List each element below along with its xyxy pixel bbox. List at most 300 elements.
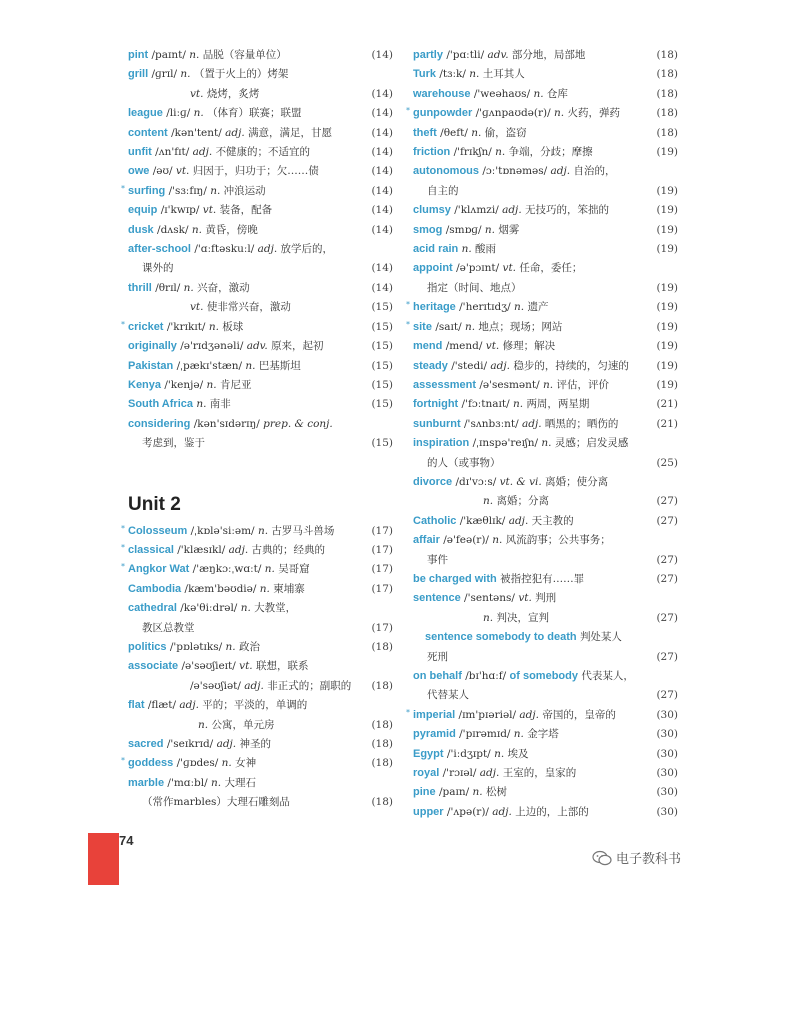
definition: 肯尼亚 [219, 378, 252, 391]
page-reference: (14) [371, 87, 393, 100]
part-of-speech: n. [461, 243, 472, 256]
phonetic: /'sentəns/ [464, 592, 515, 605]
headword-tail: of somebody [509, 670, 578, 682]
part-of-speech: n. [193, 107, 204, 120]
definition: 课外的 [142, 262, 174, 275]
page-reference: (19) [656, 184, 678, 197]
vocab-entry [128, 357, 393, 376]
phonetic: /'rɔɪəl/ [442, 767, 477, 780]
phonetic: /saɪt/ [435, 320, 462, 333]
page-reference: (27) [656, 689, 678, 702]
definition: 死刑 [427, 650, 448, 663]
page-reference: (14) [371, 126, 393, 139]
phonetic: /'æŋkɔːˌwɑːt/ [192, 563, 262, 576]
entry-line [413, 531, 644, 550]
page-number-tab [88, 833, 119, 885]
entry-line [128, 162, 359, 181]
vocab-entry [413, 473, 678, 512]
page-reference: (27) [656, 495, 678, 508]
headword: sentence somebody to death [425, 631, 577, 644]
definition: 代表某人， [581, 670, 634, 682]
part-of-speech: n. [541, 437, 552, 450]
entry-line [128, 298, 359, 317]
phonetic: /'pɪrəmɪd/ [459, 728, 511, 741]
headword: Angkor Wat [128, 563, 190, 576]
part-of-speech: n. [469, 68, 480, 81]
entry-line [413, 512, 644, 531]
headword: associate [128, 660, 179, 673]
part-of-speech: n. [554, 107, 565, 120]
definition: （常作marbles）大理石雕刻品 [142, 796, 290, 809]
entry-line [128, 599, 359, 618]
headword: considering [128, 417, 191, 430]
definition: 指定（时间、地点） [427, 281, 522, 294]
definition: 晒黑的；晒伤的 [544, 417, 619, 430]
vocab-entry [413, 745, 678, 764]
entry-line [128, 580, 359, 599]
part-of-speech: n. [180, 68, 191, 81]
definition: 使非常兴奋，激动 [206, 301, 291, 314]
page-reference: (30) [656, 708, 678, 721]
phonetic: /'herɪtɪdʒ/ [459, 301, 511, 314]
headword: pyramid [413, 728, 456, 741]
vocab-entry [128, 735, 393, 754]
entry-line [413, 143, 644, 162]
key-word-star-icon: * [121, 542, 125, 552]
vocab-entry [413, 65, 678, 84]
definition: 女神 [235, 757, 257, 770]
page-reference: (14) [371, 107, 393, 120]
entry-line [413, 221, 644, 240]
vocab-entry [128, 240, 393, 279]
definition: 自主的 [427, 184, 459, 197]
definition: 偷，盗窃 [484, 126, 527, 139]
part-of-speech: n. [464, 320, 476, 333]
key-word-star-icon: * [406, 300, 410, 310]
vocab-entry [406, 104, 678, 123]
part-of-speech: n. [211, 776, 222, 789]
phonetic: /'ɡɒdes/ [176, 757, 219, 770]
headword: autonomous [413, 165, 479, 178]
definition: 土耳其人 [482, 68, 525, 81]
vocab-entry [128, 580, 393, 599]
definition: 吴哥窟 [278, 563, 310, 576]
vocab-entry [413, 201, 678, 220]
phonetic: /'ɡʌnpaʊdə(r)/ [475, 107, 551, 120]
vocab-entry [413, 415, 678, 434]
headword: Pakistan [128, 359, 174, 372]
watermark-text: 电子教科书 [616, 852, 682, 867]
page-reference: (14) [371, 204, 393, 217]
definition: 满意，满足，甘愿 [248, 126, 333, 139]
headword: on behalf [413, 670, 462, 682]
part-of-speech: vt. [190, 301, 204, 314]
phonetic: /paɪnt/ [151, 49, 186, 61]
entry-line [413, 803, 644, 822]
unit1-word-list [121, 46, 393, 454]
definition: 装备，配备 [219, 204, 273, 217]
vocab-entry [413, 376, 678, 395]
page-reference: (15) [371, 378, 393, 391]
page-reference: (30) [656, 728, 678, 741]
part-of-speech: adv. [487, 49, 509, 61]
headword: league [128, 107, 163, 120]
phonetic: /ʌn'fɪt/ [155, 146, 190, 159]
definition: 评估，评价 [556, 378, 609, 391]
definition: 古典的；经典的 [251, 543, 326, 556]
part-of-speech: vt. [518, 592, 532, 605]
vocab-entry [413, 512, 678, 531]
part-of-speech: n. [206, 378, 217, 391]
definition: 离婚；分离 [496, 495, 549, 508]
headword: after-school [128, 243, 191, 256]
vocab-entry [413, 46, 678, 65]
definition: 上边的，上部的 [515, 805, 589, 818]
vocab-entry [128, 599, 393, 638]
headword: cathedral [128, 602, 177, 615]
headword: site [413, 320, 432, 333]
definition: 公寓，单元房 [211, 718, 275, 731]
definition: 大理石 [224, 776, 256, 789]
phonetic: /ɪ'kwɪp/ [160, 204, 200, 217]
phonetic: /'mɑːbl/ [167, 776, 208, 789]
page-reference: (21) [656, 417, 678, 430]
vocab-entry [128, 376, 393, 395]
definition: 天主教的 [531, 514, 574, 527]
definition: 判处某人 [579, 631, 622, 644]
vocab-entry [128, 774, 393, 813]
entry-line [128, 65, 359, 84]
headword: surfing [128, 184, 166, 197]
definition: 烟雾 [498, 223, 520, 236]
page-reference: (19) [656, 301, 678, 314]
part-of-speech: adv. [246, 340, 268, 353]
page-reference: (15) [371, 340, 393, 353]
part-of-speech: n. [513, 728, 524, 741]
headword: assessment [413, 378, 476, 391]
page-reference: (19) [656, 320, 678, 333]
phonetic: /'frɪkʃn/ [453, 146, 492, 159]
page-reference: (18) [371, 718, 393, 731]
vocab-entry [413, 395, 678, 414]
part-of-speech: n. [196, 398, 207, 411]
part-of-speech: vt. & vi. [499, 475, 542, 488]
definition: 判刑 [535, 592, 557, 605]
part-of-speech: adj. [179, 699, 199, 712]
definition: 部分地，局部地 [511, 49, 586, 61]
phonetic: /'weəhaʊs/ [473, 87, 531, 100]
vocab-entry [121, 318, 393, 337]
entry-line [413, 473, 644, 492]
part-of-speech: n. [492, 534, 503, 547]
unit2-word-list [121, 522, 393, 813]
entry-line [128, 716, 359, 735]
vocab-entry [413, 434, 678, 473]
entry-line [413, 298, 644, 317]
definition: 考虑到，鉴于 [142, 437, 205, 450]
headword: thrill [128, 281, 152, 294]
entry-line [413, 182, 644, 201]
vocab-entry [406, 318, 678, 337]
headword: gunpowder [413, 107, 473, 120]
headword: partly [413, 49, 443, 61]
definition: 帝国的，皇帝的 [542, 708, 616, 721]
definition: （体育）联赛；联盟 [207, 107, 302, 120]
definition: 教区总教堂 [142, 621, 195, 634]
part-of-speech: adj. [244, 679, 264, 692]
entry-line [413, 667, 644, 686]
headword: owe [128, 165, 150, 178]
part-of-speech: adj. [228, 543, 249, 556]
vocab-entry [128, 162, 393, 181]
part-of-speech: n. [221, 757, 232, 770]
headword: Egypt [413, 747, 444, 760]
part-of-speech: prep. & conj. [263, 417, 333, 430]
key-word-star-icon: * [121, 756, 125, 766]
part-of-speech: vt. [239, 660, 253, 673]
vocab-entry [406, 706, 678, 725]
part-of-speech: n. [483, 611, 494, 624]
vocabulary-column-right [406, 46, 678, 822]
headword: pine [413, 786, 436, 799]
phonetic: /ə'səʊʃiət/ [190, 679, 241, 692]
entry-line [413, 454, 644, 473]
page-reference: (15) [371, 398, 393, 411]
definition: 巴基斯坦 [258, 359, 301, 372]
page-reference: (30) [656, 767, 678, 780]
entry-line [128, 619, 359, 638]
entry-line [413, 764, 644, 783]
definition: 王室的，皇家的 [502, 767, 577, 780]
unit-heading: Unit 2 [128, 493, 181, 515]
headword: originally [128, 340, 177, 353]
part-of-speech: adj. [519, 708, 539, 721]
definition: 酸雨 [475, 243, 497, 256]
part-of-speech: vt. [175, 165, 190, 178]
part-of-speech: vt. [202, 204, 217, 217]
key-word-star-icon: * [121, 562, 125, 572]
part-of-speech: n. [543, 378, 554, 391]
part-of-speech: adj. [479, 767, 500, 780]
headword: politics [128, 640, 167, 653]
entry-line [413, 686, 644, 705]
entry-line [128, 657, 359, 676]
headword: Cambodia [128, 582, 182, 595]
headword: heritage [413, 301, 456, 314]
phonetic: /'stedi/ [451, 359, 488, 372]
page-reference: (17) [371, 563, 393, 576]
definition: 联想，联系 [255, 660, 309, 673]
vocabulary-column-left [121, 46, 393, 813]
vocab-entry [413, 162, 678, 201]
page-reference: (19) [656, 378, 678, 391]
entry-line [128, 337, 359, 356]
part-of-speech: vt. [485, 340, 500, 353]
part-of-speech: adj. [257, 243, 278, 256]
page-reference: (27) [656, 572, 678, 585]
page-reference: (14) [371, 223, 393, 236]
entry-line [128, 774, 359, 793]
page-reference: (15) [371, 437, 393, 450]
definition: 金字塔 [527, 728, 559, 741]
definition: 自治的， [573, 165, 616, 178]
definition: 火药，弹药 [567, 107, 620, 120]
definition: 无技巧的，笨拙的 [525, 204, 609, 217]
entry-line [128, 541, 359, 560]
part-of-speech: adj. [502, 204, 522, 217]
page-reference: (18) [371, 679, 393, 692]
headword: Kenya [128, 378, 162, 391]
part-of-speech: n. [495, 146, 506, 159]
unit-spacer [128, 454, 393, 490]
page-reference: (27) [656, 514, 678, 527]
phonetic: /bɪ'hɑːf/ [465, 670, 507, 682]
definition: 烧烤，炙烤 [206, 87, 260, 100]
part-of-speech: vt. [190, 87, 204, 100]
headword: divorce [413, 475, 453, 488]
headword: grill [128, 68, 149, 81]
page-reference: (19) [656, 223, 678, 236]
phonetic: /kən'sɪdərɪŋ/ [193, 417, 260, 430]
phonetic: /'kæθlɪk/ [459, 514, 506, 527]
page-reference: (18) [656, 126, 678, 139]
headword: Colosseum [128, 524, 188, 537]
entry-line [413, 376, 644, 395]
vocab-entry [128, 638, 393, 657]
definition: 大教堂， [254, 602, 297, 615]
entry-line [413, 104, 644, 123]
vocab-entry [128, 279, 393, 298]
vocab-entry [121, 560, 393, 579]
entry-line [128, 560, 359, 579]
part-of-speech: n. [264, 563, 275, 576]
entry-line [413, 609, 644, 628]
phonetic: /flæt/ [147, 699, 177, 712]
entry-line [413, 628, 644, 647]
page-reference: (14) [371, 165, 393, 178]
phonetic: /θrɪl/ [155, 281, 181, 294]
part-of-speech: n. [259, 582, 270, 595]
definition: 稳步的，持续的，匀速的 [513, 359, 629, 372]
vocab-entry [413, 589, 678, 628]
headword: inspiration [413, 437, 470, 450]
entry-line [413, 337, 644, 356]
key-word-star-icon: * [121, 319, 125, 329]
vocab-entry [128, 221, 393, 240]
entry-line [413, 162, 644, 181]
definition: 政治 [238, 640, 260, 653]
page-reference: (18) [371, 640, 393, 653]
definition: 柬埔寨 [273, 582, 305, 595]
part-of-speech: adj. [522, 417, 542, 430]
definition: 两周，两星期 [526, 398, 590, 411]
headword: fortnight [413, 398, 459, 411]
vocab-entry [413, 628, 678, 667]
entry-line [128, 240, 359, 259]
page-reference: (17) [371, 524, 393, 537]
phonetic: /ə'pɔɪnt/ [456, 262, 500, 275]
vocab-entry [121, 522, 393, 541]
page-reference: (18) [656, 107, 678, 120]
headword: upper [413, 805, 444, 818]
headword: theft [413, 126, 437, 139]
definition: 南非 [209, 398, 231, 411]
page-reference: (14) [371, 184, 393, 197]
definition: 原来，起初 [271, 340, 324, 353]
entry-line [128, 143, 359, 162]
vocab-entry [128, 337, 393, 356]
vocab-entry [128, 415, 393, 454]
entry-line [128, 415, 359, 434]
entry-line [128, 104, 359, 123]
definition: 仓库 [546, 87, 568, 100]
phonetic: /tɜːk/ [439, 68, 466, 81]
page-reference: (19) [656, 359, 678, 372]
definition: 遗产 [527, 301, 549, 314]
phonetic: /mend/ [445, 340, 483, 353]
vocab-entry [413, 221, 678, 240]
entry-line [413, 65, 644, 84]
entry-line [413, 395, 644, 414]
part-of-speech: n. [512, 398, 524, 411]
definition: 平的；平淡的，单调的 [202, 699, 308, 712]
vocab-entry [128, 201, 393, 220]
part-of-speech: n. [514, 301, 525, 314]
vocab-entry [413, 240, 678, 259]
page-reference: (15) [371, 359, 393, 372]
entry-line [128, 201, 359, 220]
entry-line [413, 706, 644, 725]
definition: 争端，分歧；摩擦 [508, 146, 593, 159]
entry-line [128, 696, 359, 715]
entry-line [128, 279, 359, 298]
vocab-entry [413, 531, 678, 570]
vocab-entry [413, 667, 678, 706]
phonetic: /'sʌnbɜːnt/ [464, 417, 519, 430]
part-of-speech: vt. [502, 262, 517, 275]
page-reference: (25) [656, 456, 678, 469]
part-of-speech: n. [191, 223, 202, 236]
phonetic: /'pɑːtli/ [446, 49, 485, 61]
phonetic: /ə'sesmənt/ [479, 378, 540, 391]
headword: acid rain [413, 243, 459, 256]
definition: 地点；现场；网站 [478, 320, 563, 333]
part-of-speech: n. [189, 49, 200, 61]
part-of-speech: n. [257, 524, 269, 537]
key-word-star-icon: * [406, 707, 410, 717]
headword: sentence [413, 592, 461, 605]
phonetic: /'iːdʒɪpt/ [446, 747, 491, 760]
part-of-speech: adj. [492, 805, 512, 818]
phonetic: /paɪn/ [438, 786, 470, 799]
entry-line [128, 124, 359, 143]
entry-line [128, 677, 359, 696]
part-of-speech: adj. [216, 738, 237, 750]
page-reference: (19) [656, 243, 678, 256]
phonetic: /'klʌmzi/ [454, 204, 499, 217]
phonetic: /θeft/ [440, 126, 468, 139]
definition: 非正式的；副职的 [267, 679, 352, 692]
headword: classical [128, 543, 174, 556]
phonetic: /ə'səʊʃieɪt/ [181, 660, 236, 673]
definition: 任命，委任； [519, 262, 583, 275]
vocab-entry [413, 357, 678, 376]
definition: 板球 [222, 320, 244, 333]
headword: marble [128, 776, 165, 789]
part-of-speech: n. [225, 640, 236, 653]
entry-line [413, 783, 644, 802]
entry-line [128, 793, 359, 812]
